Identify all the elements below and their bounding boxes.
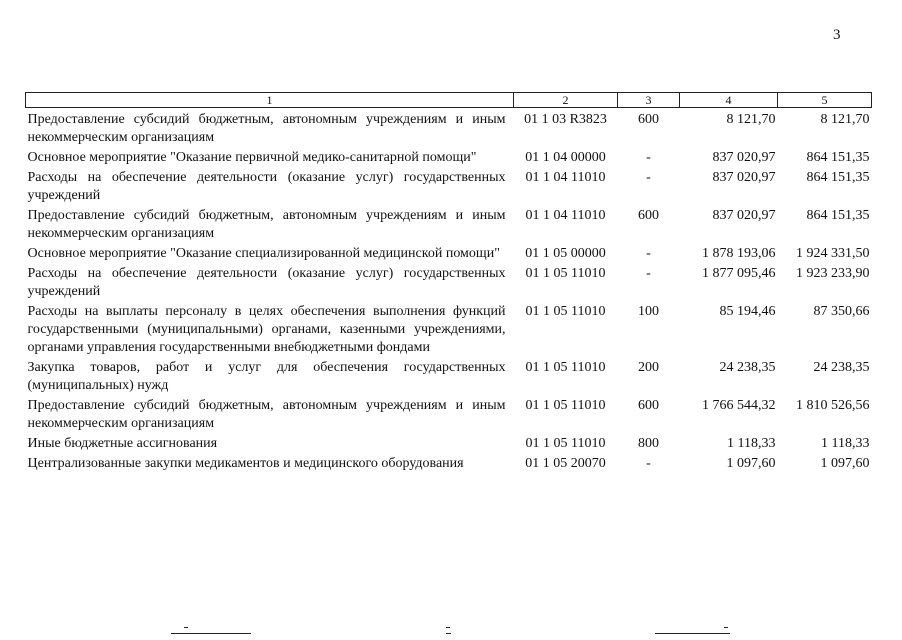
footer-mark-center — [446, 627, 450, 628]
row-expense-type: 100 — [638, 304, 659, 319]
row-expense-type: - — [646, 170, 651, 185]
row-value-2: 864 151,35 — [806, 170, 870, 185]
row-code: 01 1 05 20070 — [525, 456, 606, 471]
row-name: Расходы на обеспечение деятельности (оказание услуг) государственных учреждений — [27, 170, 506, 203]
row-code: 01 1 04 00000 — [525, 150, 606, 165]
row-name: Централизованные закупки медикаментов и медицинского оборудования — [27, 456, 464, 471]
header-col-3: 3 — [618, 93, 680, 108]
row-value-2: 864 151,35 — [806, 150, 870, 165]
table-row — [26, 265, 872, 303]
row-value-1: 837 020,97 — [712, 150, 776, 165]
row-value-1: 1 878 193,06 — [702, 246, 776, 261]
row-expense-type: - — [646, 246, 651, 261]
row-value-2: 24 238,35 — [813, 360, 870, 375]
row-expense-type: 600 — [638, 398, 659, 413]
row-code: 01 1 05 00000 — [525, 246, 606, 261]
row-value-1: 1 766 544,32 — [702, 398, 776, 413]
row-code: 01 1 04 11010 — [525, 208, 606, 223]
row-value-2: 1 118,33 — [821, 436, 870, 451]
row-value-2: 1 810 526,56 — [796, 398, 870, 413]
row-value-2: 864 151,35 — [806, 208, 870, 223]
row-value-2: 1 923 233,90 — [796, 266, 870, 281]
table-row — [26, 149, 872, 169]
row-value-1: 8 121,70 — [726, 112, 776, 127]
table-row — [26, 207, 872, 245]
row-expense-type: 800 — [638, 436, 659, 451]
row-code: 01 1 05 11010 — [525, 436, 606, 451]
row-name: Расходы на выплаты персоналу в целях обеспечения выполнения функций государственными (муниципальными) органами, казенными учреждениями, органами управления государственными внебюджетными фондами — [27, 304, 506, 355]
row-value-1: 1 097,60 — [726, 456, 776, 471]
table-row — [26, 455, 872, 475]
header-col-2: 2 — [514, 93, 618, 108]
row-value-2: 1 924 331,50 — [796, 246, 870, 261]
row-expense-type: 200 — [638, 360, 659, 375]
row-expense-type: - — [646, 150, 651, 165]
row-code: 01 1 05 11010 — [525, 398, 606, 413]
row-value-2: 1 097,60 — [820, 456, 870, 471]
table-row — [26, 303, 872, 359]
row-code: 01 1 05 11010 — [525, 360, 606, 375]
row-name: Основное мероприятие "Оказание специализированной медицинской помощи" — [27, 246, 500, 261]
row-code: 01 1 03 R3823 — [524, 112, 607, 127]
row-name: Предоставление субсидий бюджетным, автономным учреждениям и иным некоммерческим организациям — [27, 208, 506, 241]
footer-mark-right — [724, 627, 728, 628]
row-name: Предоставление субсидий бюджетным, автономным учреждениям и иным некоммерческим организациям — [27, 398, 506, 431]
footer-line-right — [655, 633, 730, 634]
header-col-4: 4 — [680, 93, 778, 108]
row-name: Основное мероприятие "Оказание первичной медико-санитарной помощи" — [27, 150, 477, 165]
budget-table — [25, 92, 872, 475]
header-row — [26, 93, 872, 108]
page-number: 3 — [833, 27, 841, 43]
header-col-5: 5 — [778, 93, 872, 108]
row-code: 01 1 04 11010 — [525, 170, 606, 185]
row-value-2: 87 350,66 — [813, 304, 870, 319]
row-expense-type: - — [646, 456, 651, 471]
row-expense-type: - — [646, 266, 651, 281]
footer-line-left — [171, 633, 251, 634]
footer-mark-left — [184, 627, 188, 628]
table-row — [26, 435, 872, 455]
table-row — [26, 111, 872, 149]
row-expense-type: 600 — [638, 112, 659, 127]
footer-line-center — [446, 633, 451, 634]
row-value-1: 1 877 095,46 — [702, 266, 776, 281]
row-name: Расходы на обеспечение деятельности (оказание услуг) государственных учреждений — [27, 266, 506, 299]
row-value-1: 837 020,97 — [712, 170, 776, 185]
row-value-1: 1 118,33 — [727, 436, 776, 451]
table-row — [26, 359, 872, 397]
row-value-1: 85 194,46 — [719, 304, 776, 319]
table-row — [26, 245, 872, 265]
table-row — [26, 169, 872, 207]
row-expense-type: 600 — [638, 208, 659, 223]
row-name: Закупка товаров, работ и услуг для обеспечения государственных (муниципальных) нужд — [27, 360, 506, 393]
row-value-1: 837 020,97 — [712, 208, 776, 223]
row-name: Предоставление субсидий бюджетным, автономным учреждениям и иным некоммерческим организациям — [27, 112, 506, 145]
row-value-1: 24 238,35 — [719, 360, 776, 375]
table-row — [26, 397, 872, 435]
row-name: Иные бюджетные ассигнования — [27, 436, 218, 451]
row-value-2: 8 121,70 — [820, 112, 870, 127]
row-code: 01 1 05 11010 — [525, 266, 606, 281]
row-code: 01 1 05 11010 — [525, 304, 606, 319]
header-col-1: 1 — [26, 93, 514, 108]
